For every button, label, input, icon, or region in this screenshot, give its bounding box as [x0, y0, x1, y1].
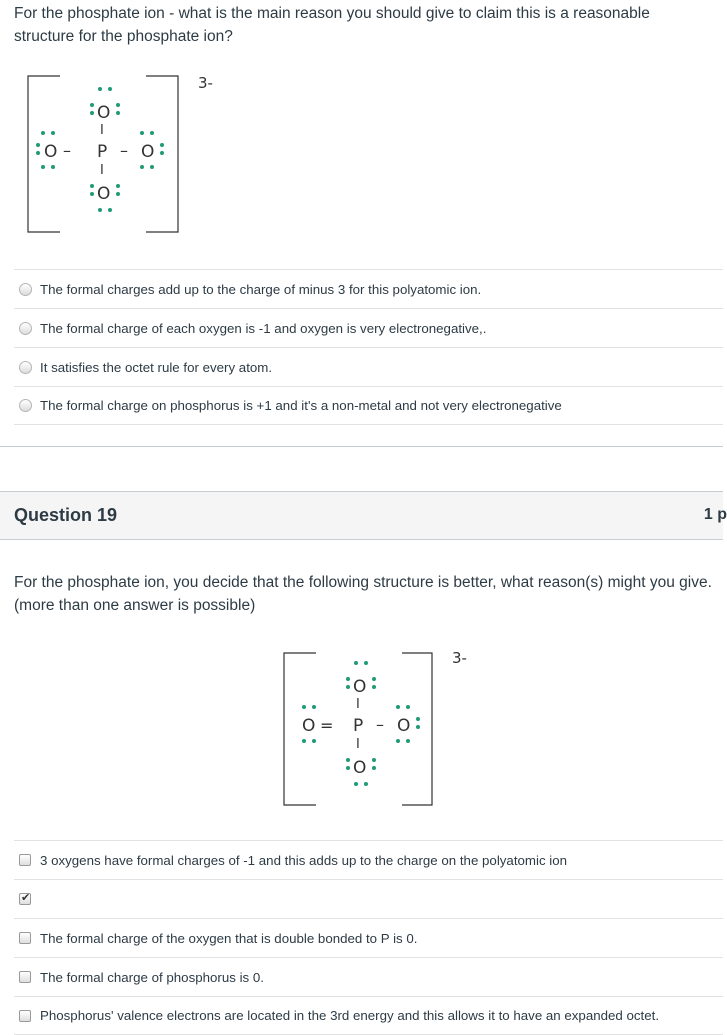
lewis-structure-1 [26, 68, 226, 238]
question-points: 1 p [703, 506, 727, 523]
question-19-text: For the phosphate ion, you decide that the following structure is better, what reason(s) might you give. (more than one answer is possible) [14, 574, 712, 614]
checkbox-checked[interactable] [19, 893, 31, 905]
question-divider [0, 446, 723, 447]
top-bond: I [356, 697, 360, 712]
phosphorus: P [97, 142, 108, 162]
answer-label: The formal charge of the oxygen that is double bonded to P is 0. [40, 930, 418, 946]
radio-button[interactable] [19, 399, 32, 412]
answer-label: The formal charges add up to the charge of minus 3 for this polyatomic ion. [40, 281, 482, 297]
bottom-bond: I [356, 737, 360, 752]
answer-option[interactable] [14, 879, 723, 918]
answer-option[interactable] [14, 347, 723, 386]
checkbox[interactable] [19, 971, 31, 983]
checkbox[interactable] [19, 854, 31, 866]
answer-option[interactable] [14, 918, 723, 957]
right-oxygen: O [397, 716, 411, 736]
question-1-text: For the phosphate ion - what is the main reason you should give to claim this is a reasonable structure for the phosphate ion? [14, 5, 650, 45]
answer-option[interactable] [14, 308, 723, 347]
answer-option[interactable] [14, 386, 723, 425]
question-title: Question 19 [14, 505, 118, 525]
answer-label: 3 oxygens have formal charges of -1 and this adds up to the charge on the polyatomic ion [40, 852, 568, 868]
answer-label: The formal charge of each oxygen is -1 and oxygen is very electronegative,. [40, 320, 487, 336]
question-header [0, 491, 727, 540]
answer-option[interactable] [14, 269, 723, 308]
right-oxygen: O [141, 142, 155, 162]
phosphorus: P [353, 716, 364, 736]
top-oxygen: O [353, 677, 367, 697]
radio-button[interactable] [19, 361, 32, 374]
charge-label: 3- [198, 74, 213, 92]
double-bond: = [320, 716, 334, 735]
question-1-answers [14, 269, 723, 425]
answer-label: The formal charge on phosphorus is +1 and it's a non-metal and not very electronegative [40, 398, 562, 413]
checkbox[interactable] [19, 1010, 31, 1022]
answer-label: It satisfies the octet rule for every atom. [40, 359, 273, 375]
top-bond: I [100, 123, 104, 138]
bottom-bond: I [100, 163, 104, 178]
right-bond: – [120, 141, 128, 160]
bottom-oxygen: O [353, 758, 367, 778]
answer-label: The formal charge of phosphorus is 0. [40, 969, 264, 985]
bottom-oxygen: O [97, 184, 111, 204]
right-bond: – [376, 715, 384, 734]
double-bonded-oxygen: O [302, 716, 316, 736]
radio-button[interactable] [19, 322, 32, 335]
charge-label: 3- [452, 649, 467, 667]
question-19-answers [14, 840, 723, 1035]
answer-option[interactable] [14, 996, 723, 1035]
answer-option[interactable] [14, 840, 723, 879]
answer-option[interactable] [14, 957, 723, 996]
checkbox[interactable] [19, 932, 31, 944]
left-oxygen: O [44, 142, 58, 162]
radio-button[interactable] [19, 283, 32, 296]
left-bond: – [63, 141, 71, 160]
top-oxygen: O [97, 103, 111, 123]
answer-label: Phosphorus' valence electrons are located in the 3rd energy and this allows it to have an expanded octet. [40, 1008, 660, 1023]
lewis-structure-2 [282, 645, 482, 810]
